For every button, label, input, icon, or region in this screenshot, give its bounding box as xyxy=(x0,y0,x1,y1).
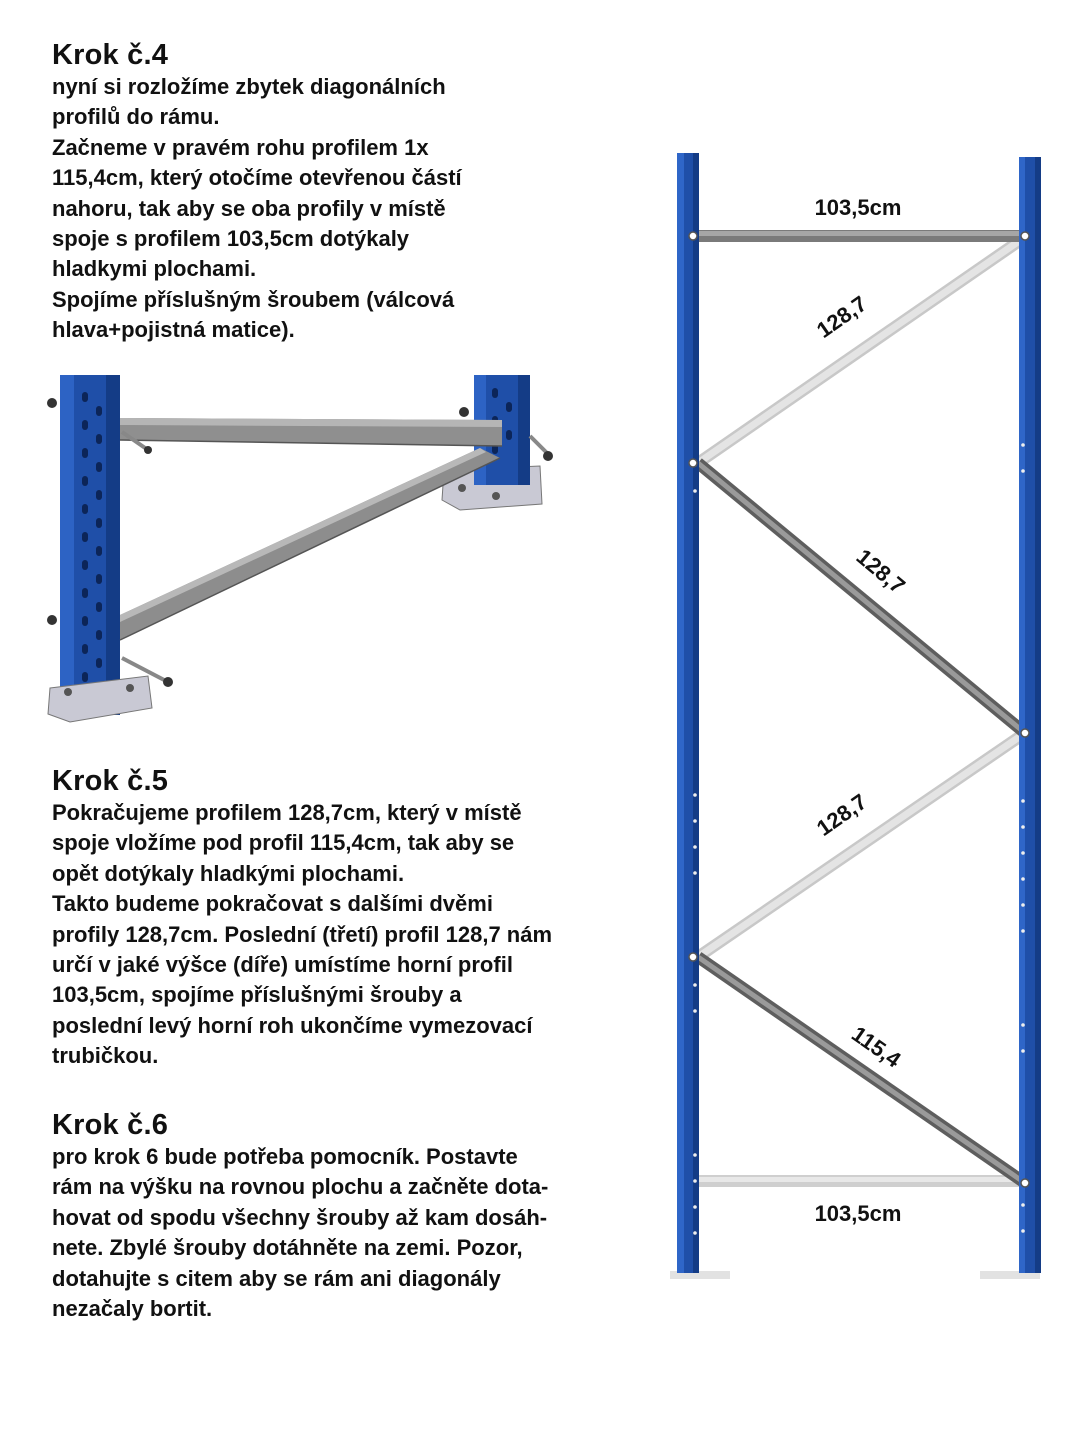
left-upright xyxy=(677,153,699,1273)
diagonal-profile-dark-upper xyxy=(698,463,1025,733)
diag-label-2: 128,7 xyxy=(851,543,910,599)
step-5-section xyxy=(52,764,652,1072)
diagonal-profile-light-lower xyxy=(698,733,1025,957)
step-4-title: Krok č.4 xyxy=(52,39,169,71)
diag-label-4: 115,4 xyxy=(847,1021,906,1073)
diagonal-profile-detail xyxy=(120,448,500,640)
rack-frame-drawing xyxy=(660,145,1060,1285)
step-6-text: pro krok 6 bude potřeba pomocník. Postavte rám na výšku na rovnou plochu a začněte dota- hovat od spodu všechny šrouby až kam dosáh- nete. Zbylé šrouby dotáhněte na zemi. Pozor, dotahujte s citem aby se rám ani diagonály nezačaly bortit. xyxy=(52,1144,549,1322)
horizontal-profile-detail xyxy=(120,418,502,454)
bottom-profile-label: 103,5cm xyxy=(814,1201,902,1226)
right-upright xyxy=(1019,157,1041,1273)
step-6-title: Krok č.6 xyxy=(52,1109,169,1141)
step-5-text: Pokračujeme profilem 128,7cm, který v místě spoje vložíme pod profil 115,4cm, tak aby se opět dotýkaly hladkými plochami. Takto budeme pokračovat s dalšími dvěmi profily 128,7cm. Poslední (třetí) profil 128,7 nám určí v jaké výšce (díře) umístíme horní profil 103,5cm, spojíme příslušnými šrouby a poslední levý horní roh ukončíme vymezovací trubičkou. xyxy=(52,800,553,1069)
step-5-title: Krok č.5 xyxy=(52,765,169,797)
step-4-text: nyní si rozložíme zbytek diagonálních profilů do rámu. Začneme v pravém rohu profilem 1x 115,4cm, který otočíme otevřenou částí nahoru, tak aby se oba profily v místě spoje s profilem 103,5cm dotýkaly hladkymi plochami. Spojíme příslušným šroubem (válcová hlava+pojistná matice). xyxy=(52,74,462,343)
top-profile-label: 103,5cm xyxy=(814,195,902,220)
diagonal-profile-light-upper xyxy=(698,237,1025,463)
diag-label-1: 128,7 xyxy=(811,290,872,343)
horizontal-profile-top xyxy=(696,230,1026,242)
horizontal-profile-bottom xyxy=(696,1175,1026,1187)
diag-label-3: 128,7 xyxy=(811,788,872,841)
step-6-section xyxy=(52,1108,652,1324)
diagonal-profile-dark-lower xyxy=(698,957,1025,1183)
step-4-section xyxy=(52,38,572,346)
corner-detail-illustration xyxy=(40,370,560,730)
